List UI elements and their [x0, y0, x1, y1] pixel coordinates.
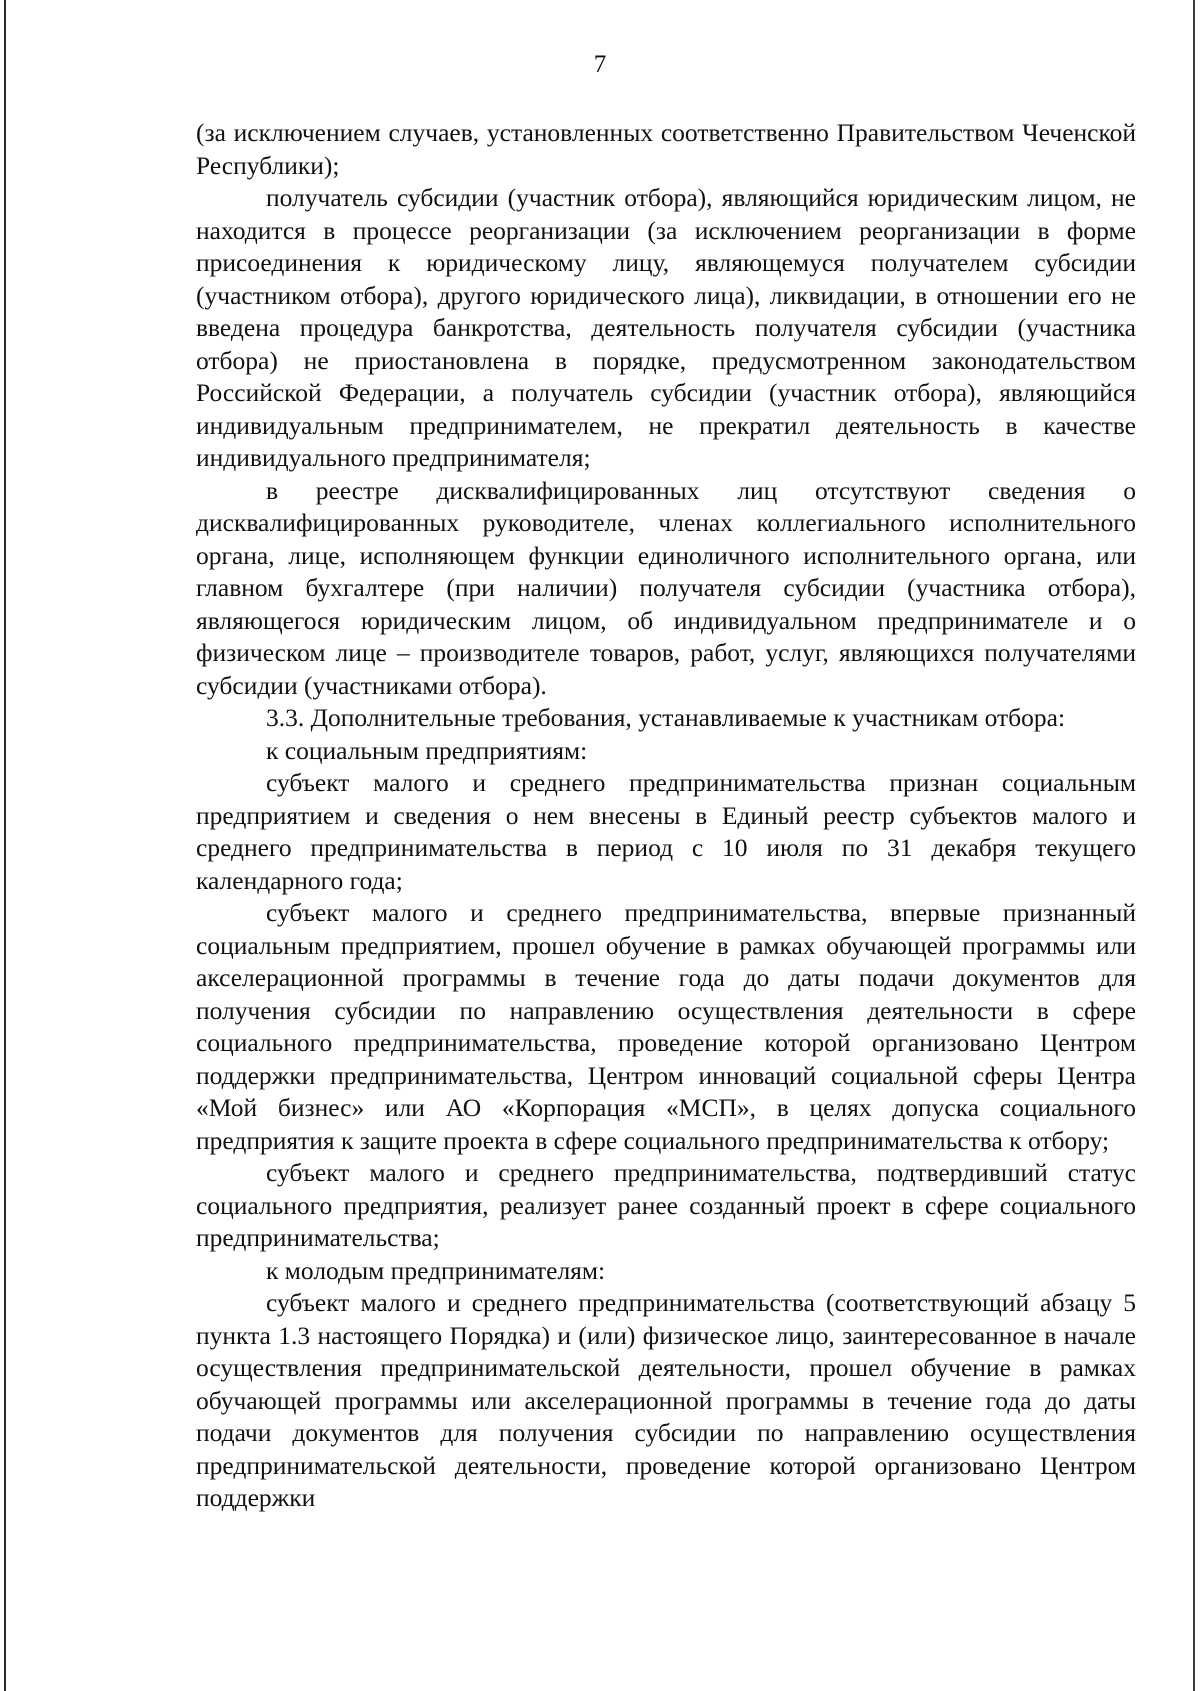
paragraph-reorganization: получатель субсидии (участник отбора), являющийся юридическим лицом, не находится в процессе реорганизации (за исключением реорганизации в форме присоединения к юридическому лицу, являющемуся получателем субсидии (участником отбора), другого юридического лица), ликвидации, в отношении его не введена процедура банкротства, деятельность получателя субсидии (участника отбора) не приостановлена в порядке, предусмотренном законодательством Российской Федерации, а получатель субсидии (участник отбора), являющийся индивидуальным предпринимателем, не прекратил деятельность в качестве индивидуального предпринимателя;: [196, 183, 1136, 472]
page-number: 7: [593, 51, 607, 78]
paragraph-social-enterprise-training: субъект малого и среднего предпринимательства, впервые признанный социальным предприятием, прошел обучение в рамках обучающей программы или акселерационной программы в течение года до даты подачи документов для получения субсидии по направлению осуществления деятельности в сфере социального предпринимательства, проведение которой организовано Центром поддержки предпринимательства, Центром инноваций социальной сферы Центра «Мой бизнес» или АО «Корпорация «МСП», в целях допуска социального предприятия к защите проекта в сфере социального предпринимательства к отбору;: [196, 898, 1136, 1155]
paragraph-young-entrepreneurs-training: субъект малого и среднего предпринимательства (соответствующий абзацу 5 пункта 1.3 настоящего Порядка) и (или) физическое лицо, заинтересованное в начале осуществления предпринимательской деятельности, прошел обучение в рамках обучающей программы или акселерационной программы в течение года до даты подачи документов для получения субсидии по направлению осуществления предпринимательской деятельности, проведение которой организовано Центром поддержки: [196, 1288, 1136, 1512]
paragraph-social-enterprise-registry: субъект малого и среднего предпринимательства признан социальным предприятием и сведения о нем внесены в Единый реестр субъектов малого и среднего предпринимательства в период с 10 июля по 31 декабря текущего календарного года;: [196, 768, 1136, 895]
paragraph-section-3-3: 3.3. Дополнительные требования, устанавливаемые к участникам отбора:: [266, 703, 1066, 732]
scan-edge-left: [4, 0, 6, 1691]
paragraph-disqualified-registry: в реестре дисквалифицированных лиц отсутствуют сведения о дисквалифицированных руководителе, членах коллегиального исполнительного органа, лице, исполняющем функции единоличного исполнительного органа, или главном бухгалтере (при наличии) получателя субсидии (участника отбора), являющегося юридическим лицом, об индивидуальном предпринимателе и о физическом лице – производителе товаров, работ, услуг, являющихся получателями субсидии (участниками отбора).: [196, 475, 1136, 700]
paragraph-social-enterprise-project: субъект малого и среднего предпринимательства, подтвердивший статус социального предприятия, реализует ранее созданный проект в сфере социального предпринимательства;: [196, 1158, 1136, 1252]
document-body: [196, 117, 1136, 1515]
paragraph-young-entrepreneurs-heading: к молодым предпринимателям:: [266, 1255, 606, 1285]
paragraph-exception-cases: (за исключением случаев, установленных соответственно Правительством Чеченской Республики);: [196, 118, 1136, 180]
paragraph-social-enterprises-heading: к социальным предприятиям:: [266, 735, 588, 765]
scan-edge-right: [1193, 0, 1195, 1691]
